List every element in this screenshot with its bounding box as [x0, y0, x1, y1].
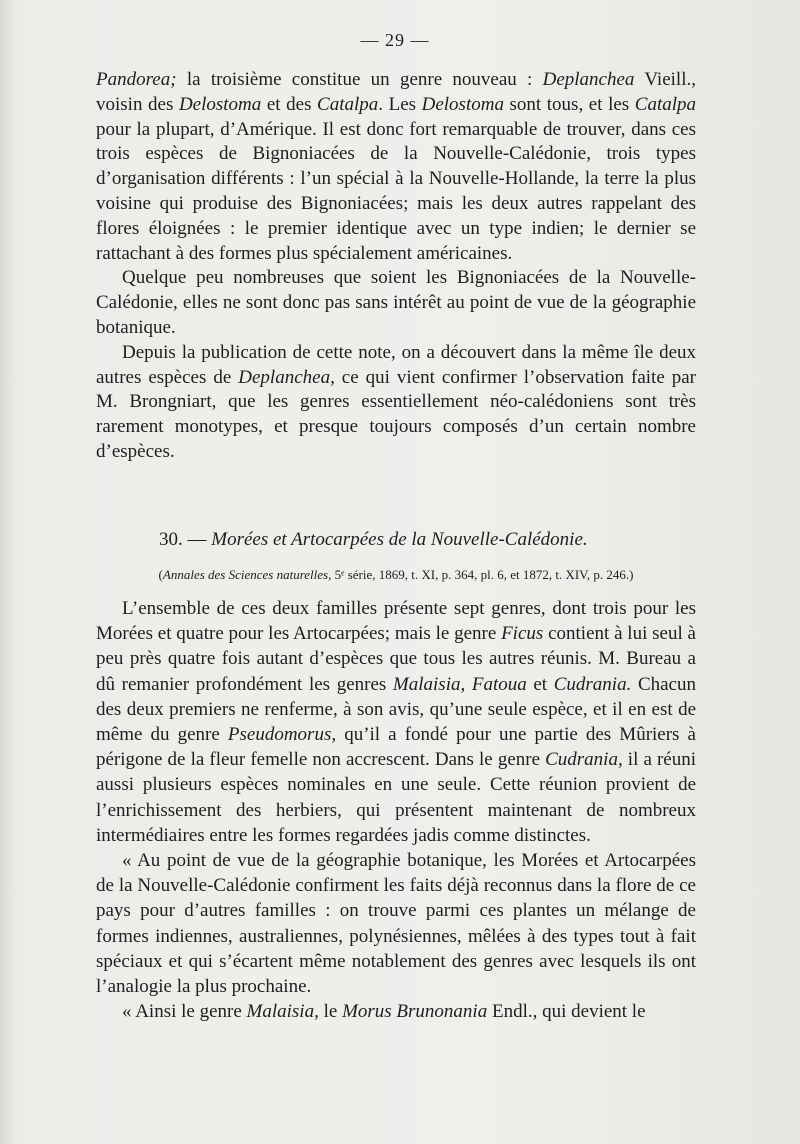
section-title-text: Morées et Artocarpées de la Nouvelle-Calédonie.	[211, 529, 588, 550]
taxon-name: Cudrania,	[545, 749, 623, 771]
text-run: L’ensemble de ces deux familles présente sept genres, dont trois pour les Morées et quatre pour les Artocarpées; mais le genre	[96, 598, 696, 645]
paragraph-bignoniacees-types	[96, 68, 696, 266]
citation-journal: Annales des Sciences naturelles,	[162, 567, 332, 582]
text-run: « Ainsi le genre	[122, 1001, 247, 1023]
taxon-name: Cudrania.	[553, 673, 632, 695]
taxon-name: Morus Brunonania	[342, 1001, 488, 1023]
taxon-name: Malaisia,	[246, 1001, 319, 1023]
text-run: et	[526, 673, 554, 695]
taxon-name: Pseudomorus,	[227, 724, 337, 746]
text-run: et des	[261, 93, 318, 115]
taxon-name: Ficus	[501, 623, 544, 645]
paragraph-quote-malaisia	[96, 999, 696, 1024]
text-run: le	[318, 1001, 343, 1023]
text-run: . Les	[378, 93, 422, 115]
text-run: contient à lui seul à peu près quatre fois autant d’espèces que tous les autres réunis. M. Bureau a dû remanier profondément les genres	[96, 623, 696, 695]
taxon-name: Catalpa	[317, 93, 379, 115]
page-number: — 29 —	[360, 30, 430, 50]
text-run: ce qui vient confirmer l’observation faite par M. Brongniart, que les genres essentiellement néo-calédoniens sont très rarement monotypes, et presque toujours composés d’un certain nombre d’espèces.	[96, 366, 696, 462]
text-run: qu’il a fondé pour une partie des Mûriers à périgone de la fleur femelle non accrescent. Dans le genre	[96, 724, 696, 771]
taxon-name: Deplanchea,	[238, 366, 335, 388]
taxon-name: Delostoma	[421, 93, 504, 115]
paragraph-geographie-botanique: Quelque peu nombreuses que soient les Bignoniacées de la Nouvelle-Calédonie, elles ne sont donc pas sans intérêt au point de vue de la géographie botanique.	[96, 267, 696, 338]
section-number: 30. —	[159, 529, 212, 550]
taxon-name: Malaisia, Fatoua	[392, 673, 527, 695]
text-run: pour la plupart, d’Amérique. Il est donc fort remarquable de trouver, dans ces trois espèces de Bignoniacées de la Nouvelle-Calédonie, trois types d’organisation différents : l’un spécial à la Nouvelle-Hollande, la terre la plus voisine qui produise des Bignoniacées; mais les deux autres rappelant des flores éloignées : le premier identique avec un type indien; le dernier se rattachant à des formes plus spécialement américaines.	[96, 118, 696, 264]
text-run: Vieill., voisin des	[96, 69, 696, 115]
text-run: sont tous, et les	[503, 93, 635, 115]
text-run: il a réuni aussi plusieurs espèces nominales en une seule. Cette réunion provient de l’enrichissement des herbiers, qui présentent maintenant de nombreux intermédiaires entre les formes regardées jadis comme distinctes.	[96, 749, 697, 846]
section-heading	[96, 529, 696, 551]
paragraph-publication-note	[96, 341, 696, 465]
paragraph-quote-geographie: « Au point de vue de la géographie botanique, les Morées et Artocarpées de la Nouvelle-Calédonie confirment les faits déjà reconnus dans la flore de ce pays pour d’autres familles : on trouve parmi ces plantes un mélange de formes indiennes, australiennes, polynésiennes, mêlées à des types tout à fait spéciaux et qui s’écartent même notablement des genres avec lesquels ils ont l’analogie la plus prochaine.	[96, 850, 696, 998]
text-run: Endl., qui devient le	[487, 1001, 646, 1023]
taxon-name: Deplanchea	[542, 69, 635, 90]
text-run: Depuis la publication de cette note, on a découvert dans la même île deux autres espèces de	[96, 341, 696, 388]
text-block-bottom	[96, 596, 696, 1024]
citation-reference	[96, 567, 696, 583]
citation-open: (	[158, 567, 163, 582]
taxon-name: Catalpa	[634, 93, 696, 115]
taxon-name: Delostoma	[178, 93, 262, 115]
text-run: la troisième constitue un genre nouveau :	[176, 69, 543, 90]
taxon-name: Pandorea;	[96, 69, 177, 90]
paragraph-morees-artocarpees	[96, 596, 696, 848]
text-block-top	[96, 68, 696, 465]
text-run: Chacun des deux premiers ne renferme, à son avis, qu’une seule espèce, et il en est de même du genre	[96, 673, 696, 746]
citation-details: 5ᵉ série, 1869, t. XI, p. 364, pl. 6, et 1872, t. XIV, p. 246.)	[331, 567, 634, 582]
